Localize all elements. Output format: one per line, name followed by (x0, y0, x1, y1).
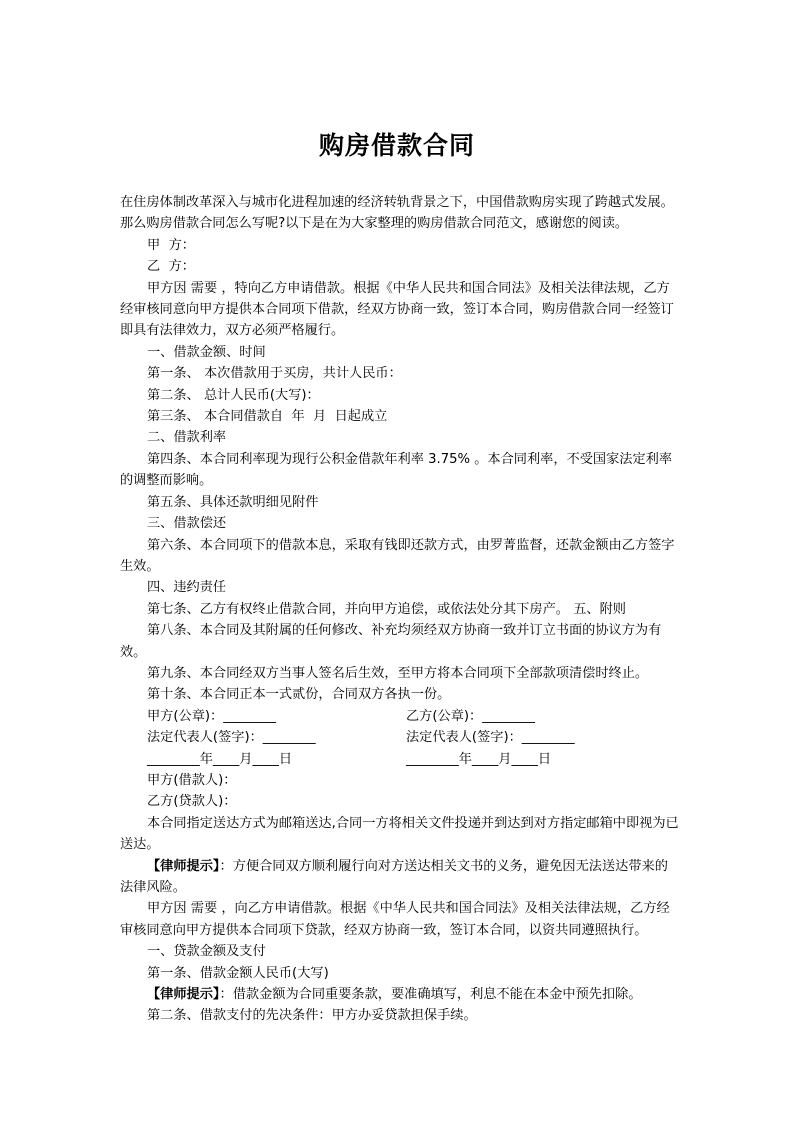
intro-paragraph: 在住房体制改革深入与城市化进程加速的经济转轨背景之下，中国借款购房实现了跨越式发展。那么购房借款合同怎么写呢?以下是在为大家整理的购房借款合同范文，感谢您的阅读。 (120, 195, 674, 232)
lawyer-tip (120, 984, 680, 1005)
lawyer-tip-label: 【律师提示】 (147, 987, 220, 1003)
lawyer-tip-text: ：借款金额为合同重要条款，要准确填写，利息不能在本金中预先扣除。 (219, 987, 642, 1003)
document-title: 购房借款合同 (318, 131, 475, 160)
clause-8: 第八条、本合同及其附属的任何修改、补充均须经双方协商一致并订立书面的协议方为有效。 (120, 623, 662, 660)
clause-10: 第十条、本合同正本一式贰份，合同双方各执一份。 (147, 687, 451, 703)
party-a-seal-field: 甲方(公章)：________ (147, 708, 276, 724)
preamble-paragraph-2: 甲方因 需要 ，向乙方申请借款。根据《中华人民共和国合同法》及相关法律法规，乙方经审核同意向甲方提供本合同项下贷款，经双方协商一致，签订本合同，以资共同遵照执行。 (120, 901, 670, 938)
lawyer-tip-label: 【律师提示】 (147, 858, 220, 874)
document-body (120, 192, 680, 1027)
loan-clause-1: 第一条、借款金额人民币(大写) (147, 965, 329, 981)
party-a-line: 甲 方： (147, 237, 195, 253)
lawyer-tip-text: ：方便合同双方顺利履行向对方送达相关文书的义务，避免因无法送达带来的法律风险。 (120, 858, 668, 895)
clause-2: 第二条、 总计人民币(大写)： (147, 387, 320, 403)
signature-row-representative (120, 727, 680, 748)
preamble-paragraph: 甲方因 需要 ，特向乙方申请借款。根据《中华人民共和国合同法》及相关法律法规，乙方经审核同意向甲方提供本合同项下借款，经双方协商一致，签订本合同，购房借款合同一经签订即具有法律效力，双方必须严格履行。 (120, 280, 674, 339)
lender-line: 乙方(贷款人)： (147, 794, 237, 810)
clause-1: 第一条、 本次借款用于买房，共计人民币： (147, 366, 402, 382)
clause-6: 第六条、本合同项下的借款本息，采取有钱即还款方式，由罗菁监督，还款金额由乙方签字生效。 (120, 537, 675, 574)
section-heading: 四、违约责任 (147, 580, 227, 596)
section-heading: 一、贷款金额及支付 (147, 944, 266, 960)
clause-9: 第九条、本合同经双方当事人签名后生效，至甲方将本合同项下全部款项清偿时终止。 (147, 665, 649, 681)
clause-7: 第七条、乙方有权终止借款合同，并向甲方追偿，或依法处分其下房产。 五、附则 (147, 601, 626, 617)
borrower-line: 甲方(借款人)： (147, 772, 237, 788)
party-b-seal-field: 乙方(公章)：________ (406, 708, 535, 724)
party-a-representative-field: 法定代表人(签字)：________ (147, 730, 316, 746)
section-heading: 二、借款利率 (147, 430, 227, 446)
clause-5: 第五条、具体还款明细见附件 (147, 494, 319, 510)
delivery-clause: 本合同指定送达方式为邮箱送达,合同一方将相关文件投递并到达到对方指定邮箱中即视为已送达。 (120, 815, 679, 853)
signature-row-date (120, 749, 680, 770)
party-b-representative-field: 法定代表人(签字)：________ (406, 730, 575, 746)
section-heading: 一、借款金额、时间 (147, 344, 266, 360)
party-a-date-field: ________年____月____日 (147, 751, 293, 767)
party-b-line: 乙 方： (147, 259, 195, 275)
loan-clause-2: 第二条、借款支付的先决条件：甲方办妥贷款担保手续。 (147, 1008, 477, 1024)
section-heading: 三、借款偿还 (147, 516, 227, 532)
clause-4: 第四条、本合同利率现为现行公积金借款年利率 3.75% 。本合同利率，不受国家法定利率的调整而影响。 (120, 451, 673, 489)
party-b-date-field: ________年____月____日 (406, 751, 552, 767)
signature-row-seal (120, 706, 680, 727)
clause-3: 第三条、 本合同借款自 年 月 日起成立 (147, 409, 388, 425)
lawyer-tip (120, 856, 680, 899)
